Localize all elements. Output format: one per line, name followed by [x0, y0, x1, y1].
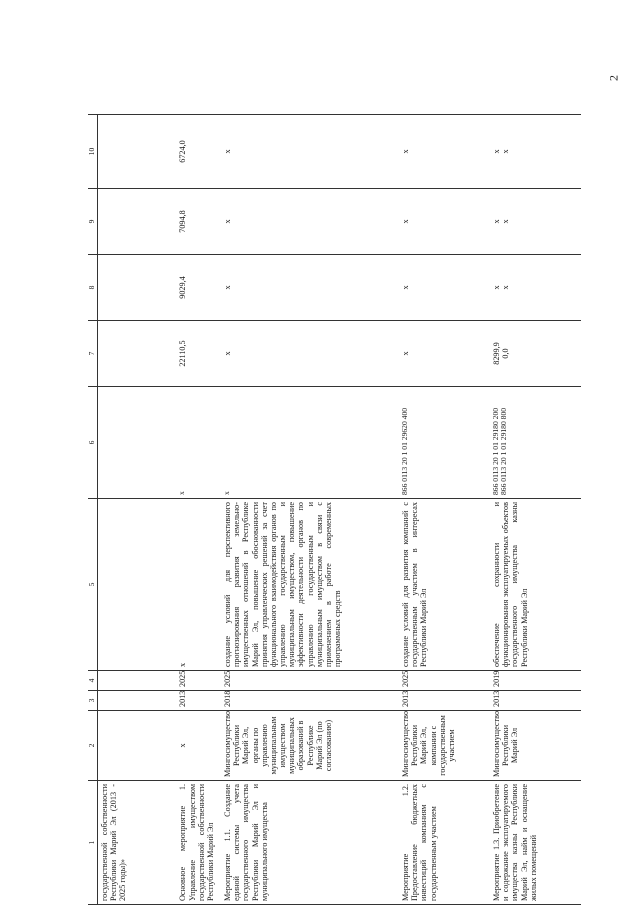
- cell-line: 7094,8: [178, 210, 188, 233]
- start-year: 2013: [176, 691, 220, 711]
- column-number: 10: [88, 115, 98, 189]
- responsible-executor: [98, 711, 177, 781]
- responsible-executor: Мингосимущество Республики Марий Эл, органы по управлению муниципальным имуществом муниципальных образований в Республике Марий Эл (по согласованию): [221, 711, 399, 781]
- program-table: [88, 114, 581, 905]
- column-number: 6: [88, 387, 98, 499]
- cell-line: x: [400, 149, 410, 154]
- expected-result: создание условий для развития компаний с государственным участием в интересах Республики Марий Эл: [399, 499, 490, 671]
- responsible-executor: Мингосимущество Республики Марий Эл: [490, 711, 581, 781]
- cell-line: 9029,4: [178, 276, 188, 299]
- amount-col7: [490, 321, 581, 387]
- responsible-executor: x: [176, 711, 220, 781]
- activity-name: Мероприятие 1.1. Создание единой системы учета государственного имущества Республики Марий Эл и муниципального имущества: [221, 781, 399, 905]
- amount-col10: [490, 115, 581, 189]
- amount-col10: [176, 115, 220, 189]
- end-year: 2025: [399, 671, 490, 691]
- column-number: 4: [88, 671, 98, 691]
- cell-line: x: [400, 351, 410, 356]
- amount-col9: [98, 189, 177, 255]
- cell-line: 8299,9: [491, 342, 501, 365]
- start-year: 2013: [490, 691, 581, 711]
- amount-col8: [221, 255, 399, 321]
- table-row: [490, 115, 581, 905]
- amount-col8: [176, 255, 220, 321]
- expected-result: создание условий для перспективного прогнозирования развития земельно-имущественных отношений в Республике Марий Эл, повышение обоснованности принятия управленческих решений за счет функционального взаимодействия органов по управлению государственным и муниципальным имуществом, повышение эффективности деятельности органов по управлению государственным и муниципальным имуществом в связи с применением в работе современных программных средств: [221, 499, 399, 671]
- cell-line: x: [177, 491, 187, 495]
- cell-line: x: [400, 219, 410, 224]
- amount-col8: [490, 255, 581, 321]
- amount-col9: [176, 189, 220, 255]
- cell-line: x: [222, 219, 232, 224]
- budget-code: [176, 387, 220, 499]
- cell-line: 866 0113 20 1 01 29180 800: [499, 407, 509, 495]
- start-year: [98, 691, 177, 711]
- start-year: 2013: [399, 691, 490, 711]
- cell-line: 6724,0: [178, 140, 188, 163]
- column-number: 9: [88, 189, 98, 255]
- column-number: 2: [88, 711, 98, 781]
- cell-line: x: [222, 351, 232, 356]
- amount-col10: [221, 115, 399, 189]
- column-number-row: [88, 115, 98, 905]
- end-year: 2025: [176, 671, 220, 691]
- cell-line: x: [491, 219, 501, 224]
- cell-line: 0,0: [501, 348, 511, 359]
- cell-line: x: [222, 285, 232, 290]
- budget-code: [98, 387, 177, 499]
- amount-col9: [399, 189, 490, 255]
- column-number: 5: [88, 499, 98, 671]
- cell-line: 22110,5: [178, 340, 188, 367]
- column-number: 1: [88, 781, 98, 905]
- cell-line: 866 0113 20 1 01 29180 200: [490, 407, 500, 495]
- end-year: 2025: [221, 671, 399, 691]
- activity-name: Мероприятие 1.2. Предоставление бюджетных инвестиций компаниям с государственным участием: [399, 781, 490, 905]
- column-number: 3: [88, 691, 98, 711]
- amount-col7: [176, 321, 220, 387]
- table-row: [221, 115, 399, 905]
- activity-name: Основное мероприятие 1. Управление имуществом государственной собственности Республики Марий Эл: [176, 781, 220, 905]
- amount-col8: [399, 255, 490, 321]
- amount-col7: [221, 321, 399, 387]
- cell-line: x: [501, 285, 511, 290]
- activity-name: государственной собственности Республики Марий Эл (2013 - 2025 годы)»: [98, 781, 177, 905]
- table-row: [399, 115, 490, 905]
- amount-col7: [98, 321, 177, 387]
- cell-line: x: [491, 285, 501, 290]
- cell-line: x: [501, 219, 511, 224]
- amount-col10: [98, 115, 177, 189]
- amount-col8: [98, 255, 177, 321]
- cell-line: x: [221, 491, 231, 495]
- activity-name: Мероприятие 1.3. Приобретение и содержание эксплуатируемого имущества казны Республики Марий Эл, найм и оснащение жилых помещений: [490, 781, 581, 905]
- budget-code: [221, 387, 399, 499]
- amount-col9: [490, 189, 581, 255]
- expected-result: обеспечение сохранности и функционирования эксплуатируемых объектов государственного имущества казны Республики Марий Эл: [490, 499, 581, 671]
- cell-line: x: [222, 149, 232, 154]
- budget-code: [490, 387, 581, 499]
- cell-line: 866 0113 20 1 01 29620 400: [399, 407, 409, 495]
- amount-col7: [399, 321, 490, 387]
- column-number: 8: [88, 255, 98, 321]
- expected-result: [98, 499, 177, 671]
- amount-col10: [399, 115, 490, 189]
- cell-line: x: [501, 149, 511, 154]
- table-row: [176, 115, 220, 905]
- cell-line: x: [400, 285, 410, 290]
- budget-code: [399, 387, 490, 499]
- amount-col9: [221, 189, 399, 255]
- responsible-executor: Мингосимущество Республики Марий Эл, компании с государственным участием: [399, 711, 490, 781]
- table-row: [98, 115, 177, 905]
- expected-result: x: [176, 499, 220, 671]
- end-year: 2019: [490, 671, 581, 691]
- start-year: 2018: [221, 691, 399, 711]
- end-year: [98, 671, 177, 691]
- page-number: 2: [606, 75, 621, 81]
- cell-line: x: [491, 149, 501, 154]
- column-number: 7: [88, 321, 98, 387]
- table-body: [88, 115, 581, 905]
